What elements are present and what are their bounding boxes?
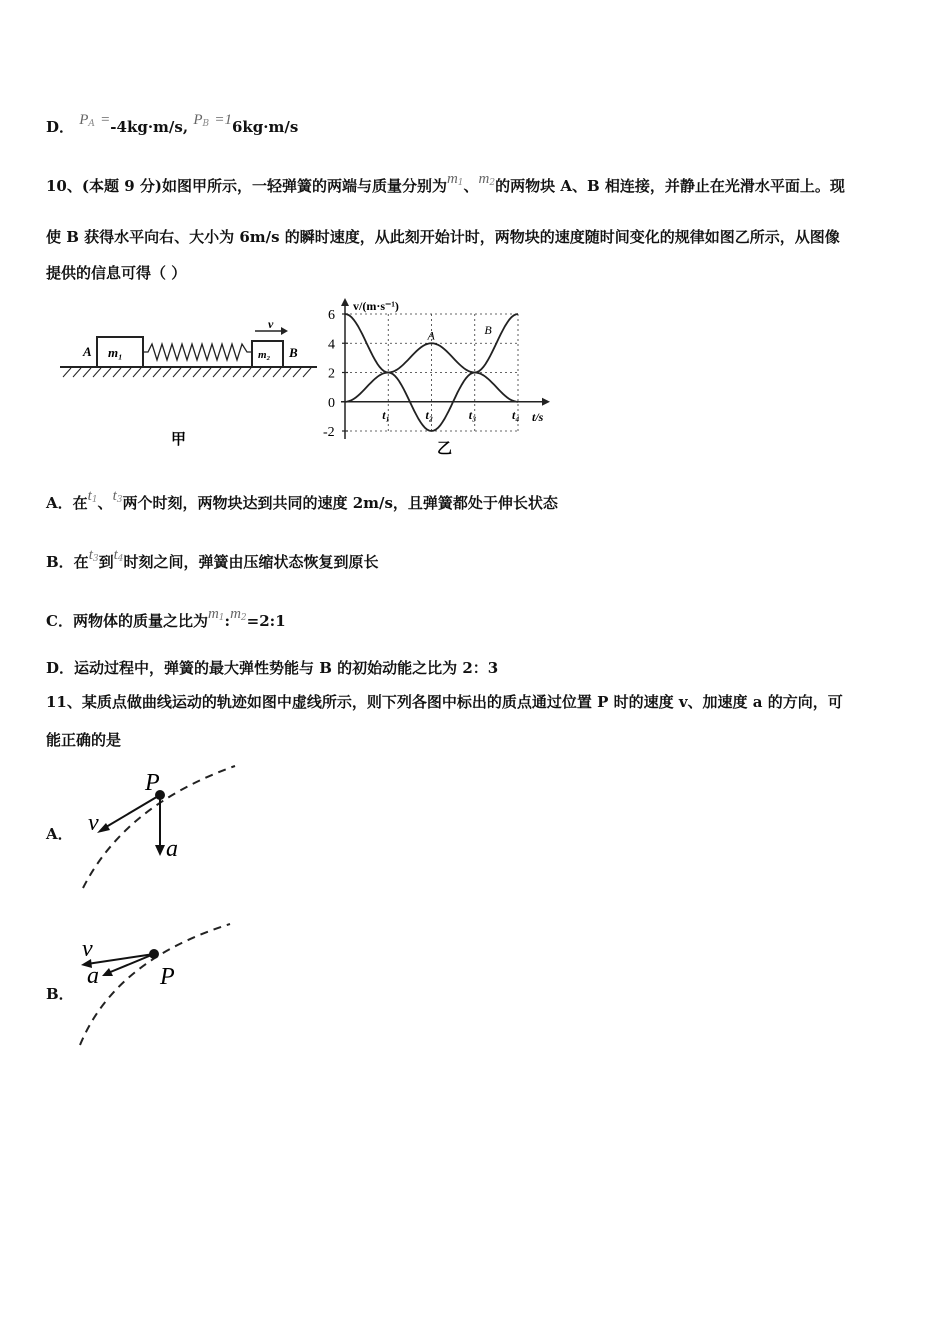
y-tick-label: 0	[328, 395, 335, 411]
m2-subscript: 2	[489, 178, 496, 188]
pb-subscript: B	[202, 119, 210, 129]
y-tick-label: -2	[323, 425, 335, 440]
figure-jia-caption: 甲	[171, 432, 187, 448]
y-tick-label: 2	[328, 366, 335, 382]
pa-subscript: A	[88, 119, 95, 129]
label-a: A	[83, 344, 92, 359]
y-axis-arrow	[341, 298, 349, 306]
q11-stem-line1: 11、某质点做曲线运动的轨迹如图中虚线所示，则下列各图中标出的质点通过位置 P 时的速度 v、加速度 a 的方向，可	[46, 693, 843, 711]
y-tick-label: 6	[328, 308, 335, 323]
q11-option-a-label[interactable]: A．	[46, 825, 73, 843]
q10-sep: 、	[463, 177, 479, 195]
q10-option-b[interactable]: B．在$t_3$到$t_4$时刻之间，弹簧由压缩状态恢复到原长	[46, 547, 379, 571]
q10-stem-line3: 提供的信息可得（ ）	[46, 264, 187, 282]
pa-value: -4kg·m/s,	[110, 118, 189, 136]
spring	[143, 344, 252, 360]
curve-label-b: B	[484, 323, 492, 337]
velocity-arrow-a	[101, 795, 160, 830]
x-tick-label: t₄	[512, 407, 520, 422]
label-a-b: a	[87, 963, 99, 989]
q10-stem-b: 的两物块 A、B 相连接，并静止在光滑水平面上。现	[495, 177, 845, 195]
q10-option-d[interactable]: D．运动过程中，弹簧的最大弹性势能与 B 的初始动能之比为 2：3	[46, 659, 499, 677]
q11-option-b-label[interactable]: B．	[46, 985, 74, 1003]
curve-label-a: A	[427, 328, 435, 343]
block-m1-label: m₁	[108, 345, 123, 360]
x-axis-arrow	[542, 398, 550, 406]
figure-yi-chart	[320, 296, 560, 461]
option-label: D．	[46, 118, 75, 136]
q10-option-a[interactable]: A．在$t_1$、$t_3$两个时刻，两物块达到共同的速度 2m/s，且弹簧都处于伸长状态	[46, 488, 558, 512]
label-p-a: P	[145, 770, 160, 796]
q10-option-c[interactable]: C．两物体的质量之比为$m_1:m_2=2:1$	[46, 606, 286, 630]
q11-figure-b	[75, 920, 245, 1050]
label-p-b: P	[160, 964, 175, 990]
y-tick-label: 4	[328, 337, 335, 353]
q10-stem-line2: 使 B 获得水平向右、大小为 6m/s 的瞬时速度，从此刻开始计时，两物块的速度随时间变化的规律如图乙所示，从图像	[46, 228, 840, 246]
label-b: B	[289, 345, 298, 360]
figure-jia	[55, 320, 325, 450]
q10-stem-line1	[46, 171, 845, 196]
m2-symbol: m	[478, 171, 490, 187]
label-v-b: v	[82, 936, 93, 962]
y-axis-label: v/(m·s⁻¹)	[353, 299, 399, 313]
x-tick-label: t₃	[468, 407, 477, 422]
pa-symbol: P	[79, 112, 89, 128]
pa-equals: =	[100, 112, 111, 128]
block-m2-label: m₂	[258, 349, 271, 361]
q11-figure-a	[75, 760, 245, 895]
pb-symbol: P	[193, 112, 203, 128]
pb-value: 6kg·m/s	[231, 118, 299, 136]
m1-symbol: m	[446, 171, 458, 187]
label-a-a: a	[166, 836, 178, 862]
m1-subscript: 1	[457, 178, 464, 188]
trajectory-b	[80, 924, 230, 1045]
x-tick-label: t₁	[382, 407, 390, 422]
velocity-label: v	[268, 320, 274, 331]
q11-stem-line2: 能正确的是	[46, 731, 122, 749]
x-axis-label: t/s	[532, 409, 544, 424]
q10-stem-a: 10、(本题 9 分)如图甲所示，一轻弹簧的两端与质量分别为	[46, 177, 447, 195]
prev-option-d	[46, 112, 299, 137]
figure-yi-caption: 乙	[437, 441, 453, 457]
x-tick-label: t₂	[425, 407, 434, 422]
pb-equals: =1	[214, 112, 232, 128]
label-v-a: v	[88, 810, 99, 836]
